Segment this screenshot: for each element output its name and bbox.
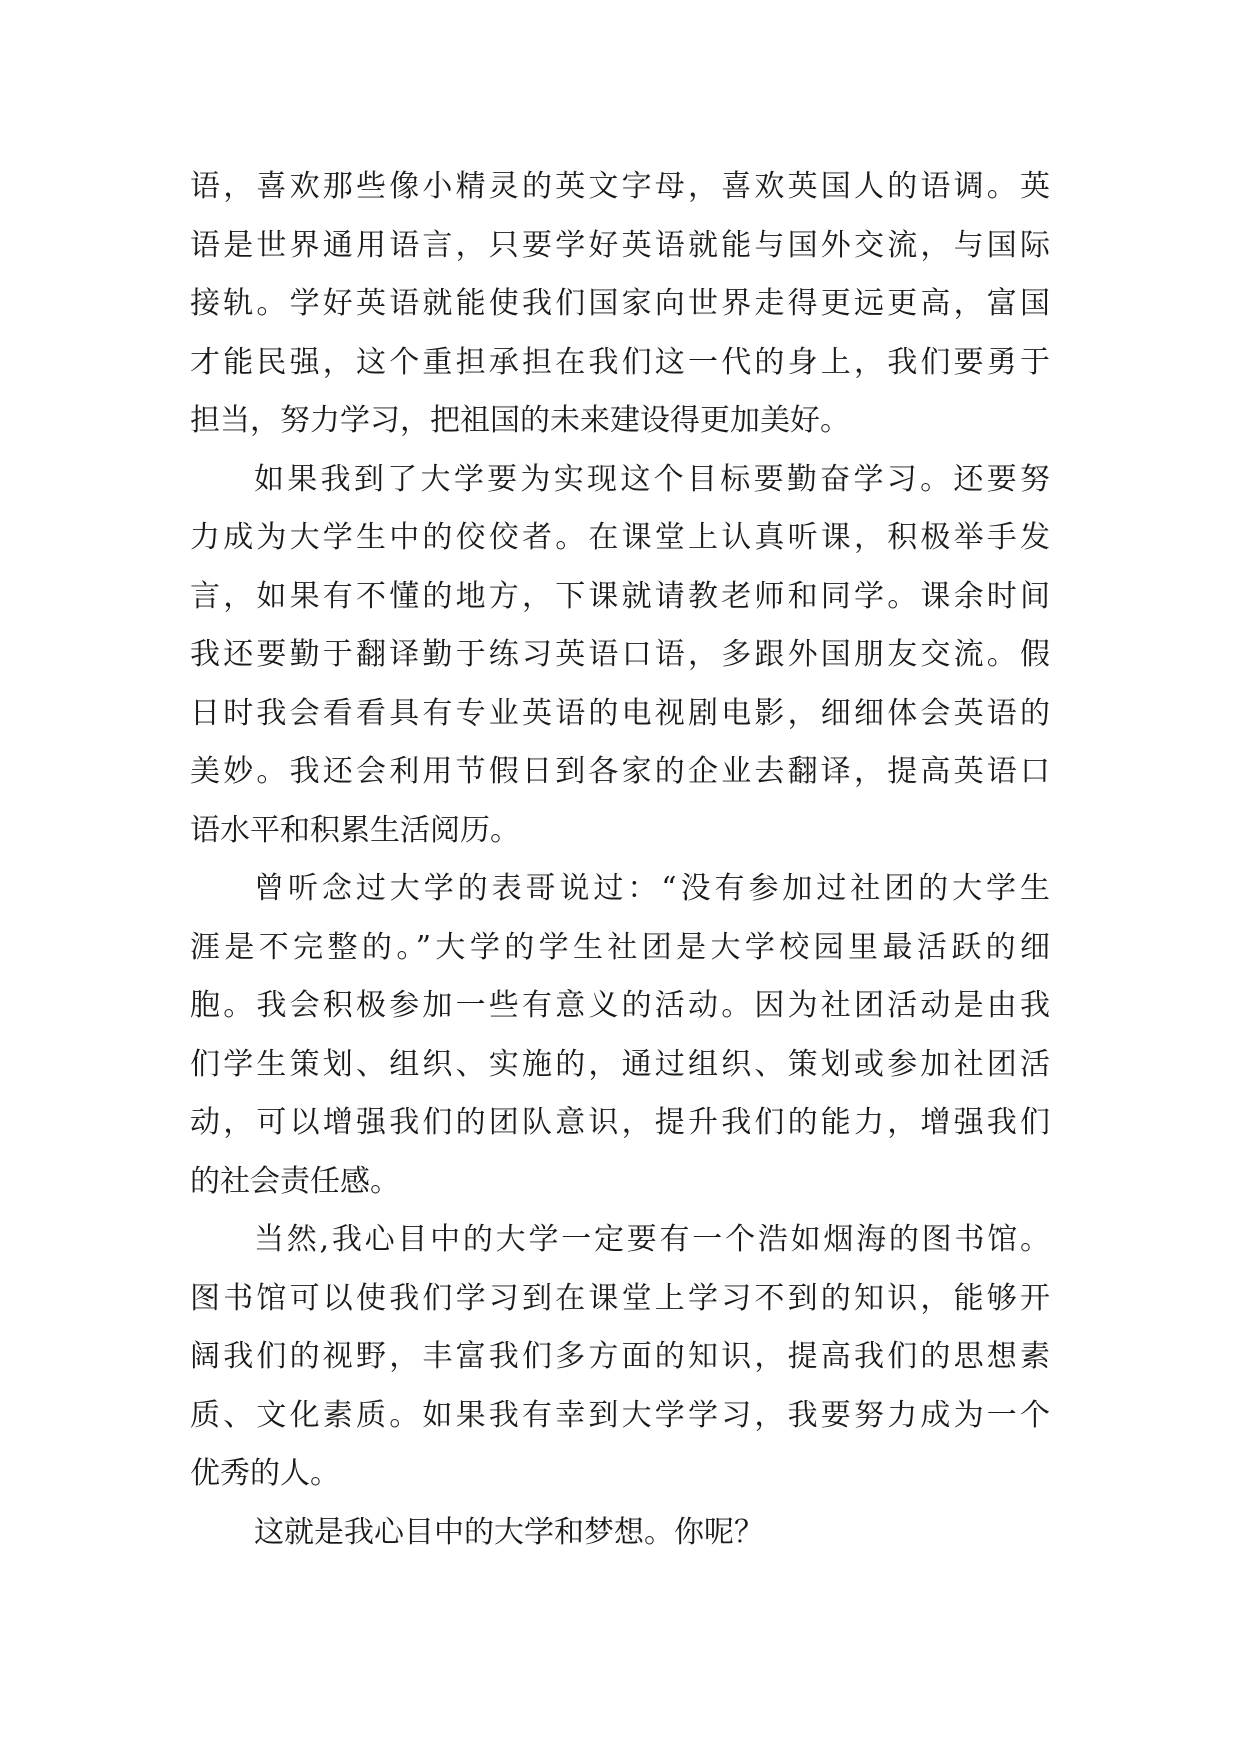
text-line: 语是世界通用语言，只要学好英语就能与国外交流，与国际 (190, 227, 1050, 263)
text-line: 美妙。我还会利用节假日到各家的企业去翻译，提高英语口 (190, 754, 1050, 789)
text-line: 语，喜欢那些像小精灵的英文字母，喜欢英国人的语调。英 (190, 169, 1050, 204)
paragraph (190, 451, 1050, 861)
text-line: 接轨。学好英语就能使我们国家向世界走得更远更高，富国 (190, 286, 1050, 321)
text-line: 的社会责任感。 (190, 1163, 400, 1199)
paragraph (190, 1504, 1050, 1563)
text-line: 阔我们的视野，丰富我们多方面的知识，提高我们的思想素 (190, 1339, 1050, 1374)
text-line: 这就是我心目中的大学和梦想。你呢？ (254, 1514, 764, 1550)
document-body (190, 158, 1050, 1562)
text-line: 当然,我心目中的大学一定要有一个浩如烟海的图书馆。 (254, 1222, 1050, 1257)
paragraph (190, 860, 1050, 1211)
text-line: 们学生策划、组织、实施的，通过组织、策划或参加社团活 (190, 1046, 1050, 1082)
text-line: 言，如果有不懂的地方，下课就请教老师和同学。课余时间 (190, 578, 1050, 614)
text-line: 涯是不完整的。”大学的学生社团是大学校园里最活跃的细 (190, 929, 1050, 965)
paragraph (190, 158, 1050, 451)
text-line: 我还要勤于翻译勤于练习英语口语，多跟外国朋友交流。假 (190, 637, 1050, 672)
text-line: 图书馆可以使我们学习到在课堂上学习不到的知识，能够开 (190, 1280, 1050, 1316)
text-line: 动，可以增强我们的团队意识，提升我们的能力，增强我们 (190, 1105, 1050, 1140)
text-line: 日时我会看看具有专业英语的电视剧电影，细细体会英语的 (190, 695, 1050, 731)
text-line: 如果我到了大学要为实现这个目标要勤奋学习。还要努 (254, 461, 1050, 497)
text-line: 力成为大学生中的佼佼者。在课堂上认真听课，积极举手发 (190, 520, 1050, 555)
text-line: 语水平和积累生活阅历。 (190, 812, 520, 848)
text-line: 胞。我会积极参加一些有意义的活动。因为社团活动是由我 (190, 988, 1050, 1023)
text-line: 曾听念过大学的表哥说过：“没有参加过社团的大学生 (254, 871, 1050, 906)
paragraph (190, 1211, 1050, 1504)
text-line: 优秀的人。 (190, 1456, 340, 1491)
text-line: 担当，努力学习，把祖国的未来建设得更加美好。 (190, 403, 850, 438)
text-line: 质、文化素质。如果我有幸到大学学习，我要努力成为一个 (190, 1397, 1050, 1433)
text-line: 才能民强，这个重担承担在我们这一代的身上，我们要勇于 (190, 344, 1050, 380)
